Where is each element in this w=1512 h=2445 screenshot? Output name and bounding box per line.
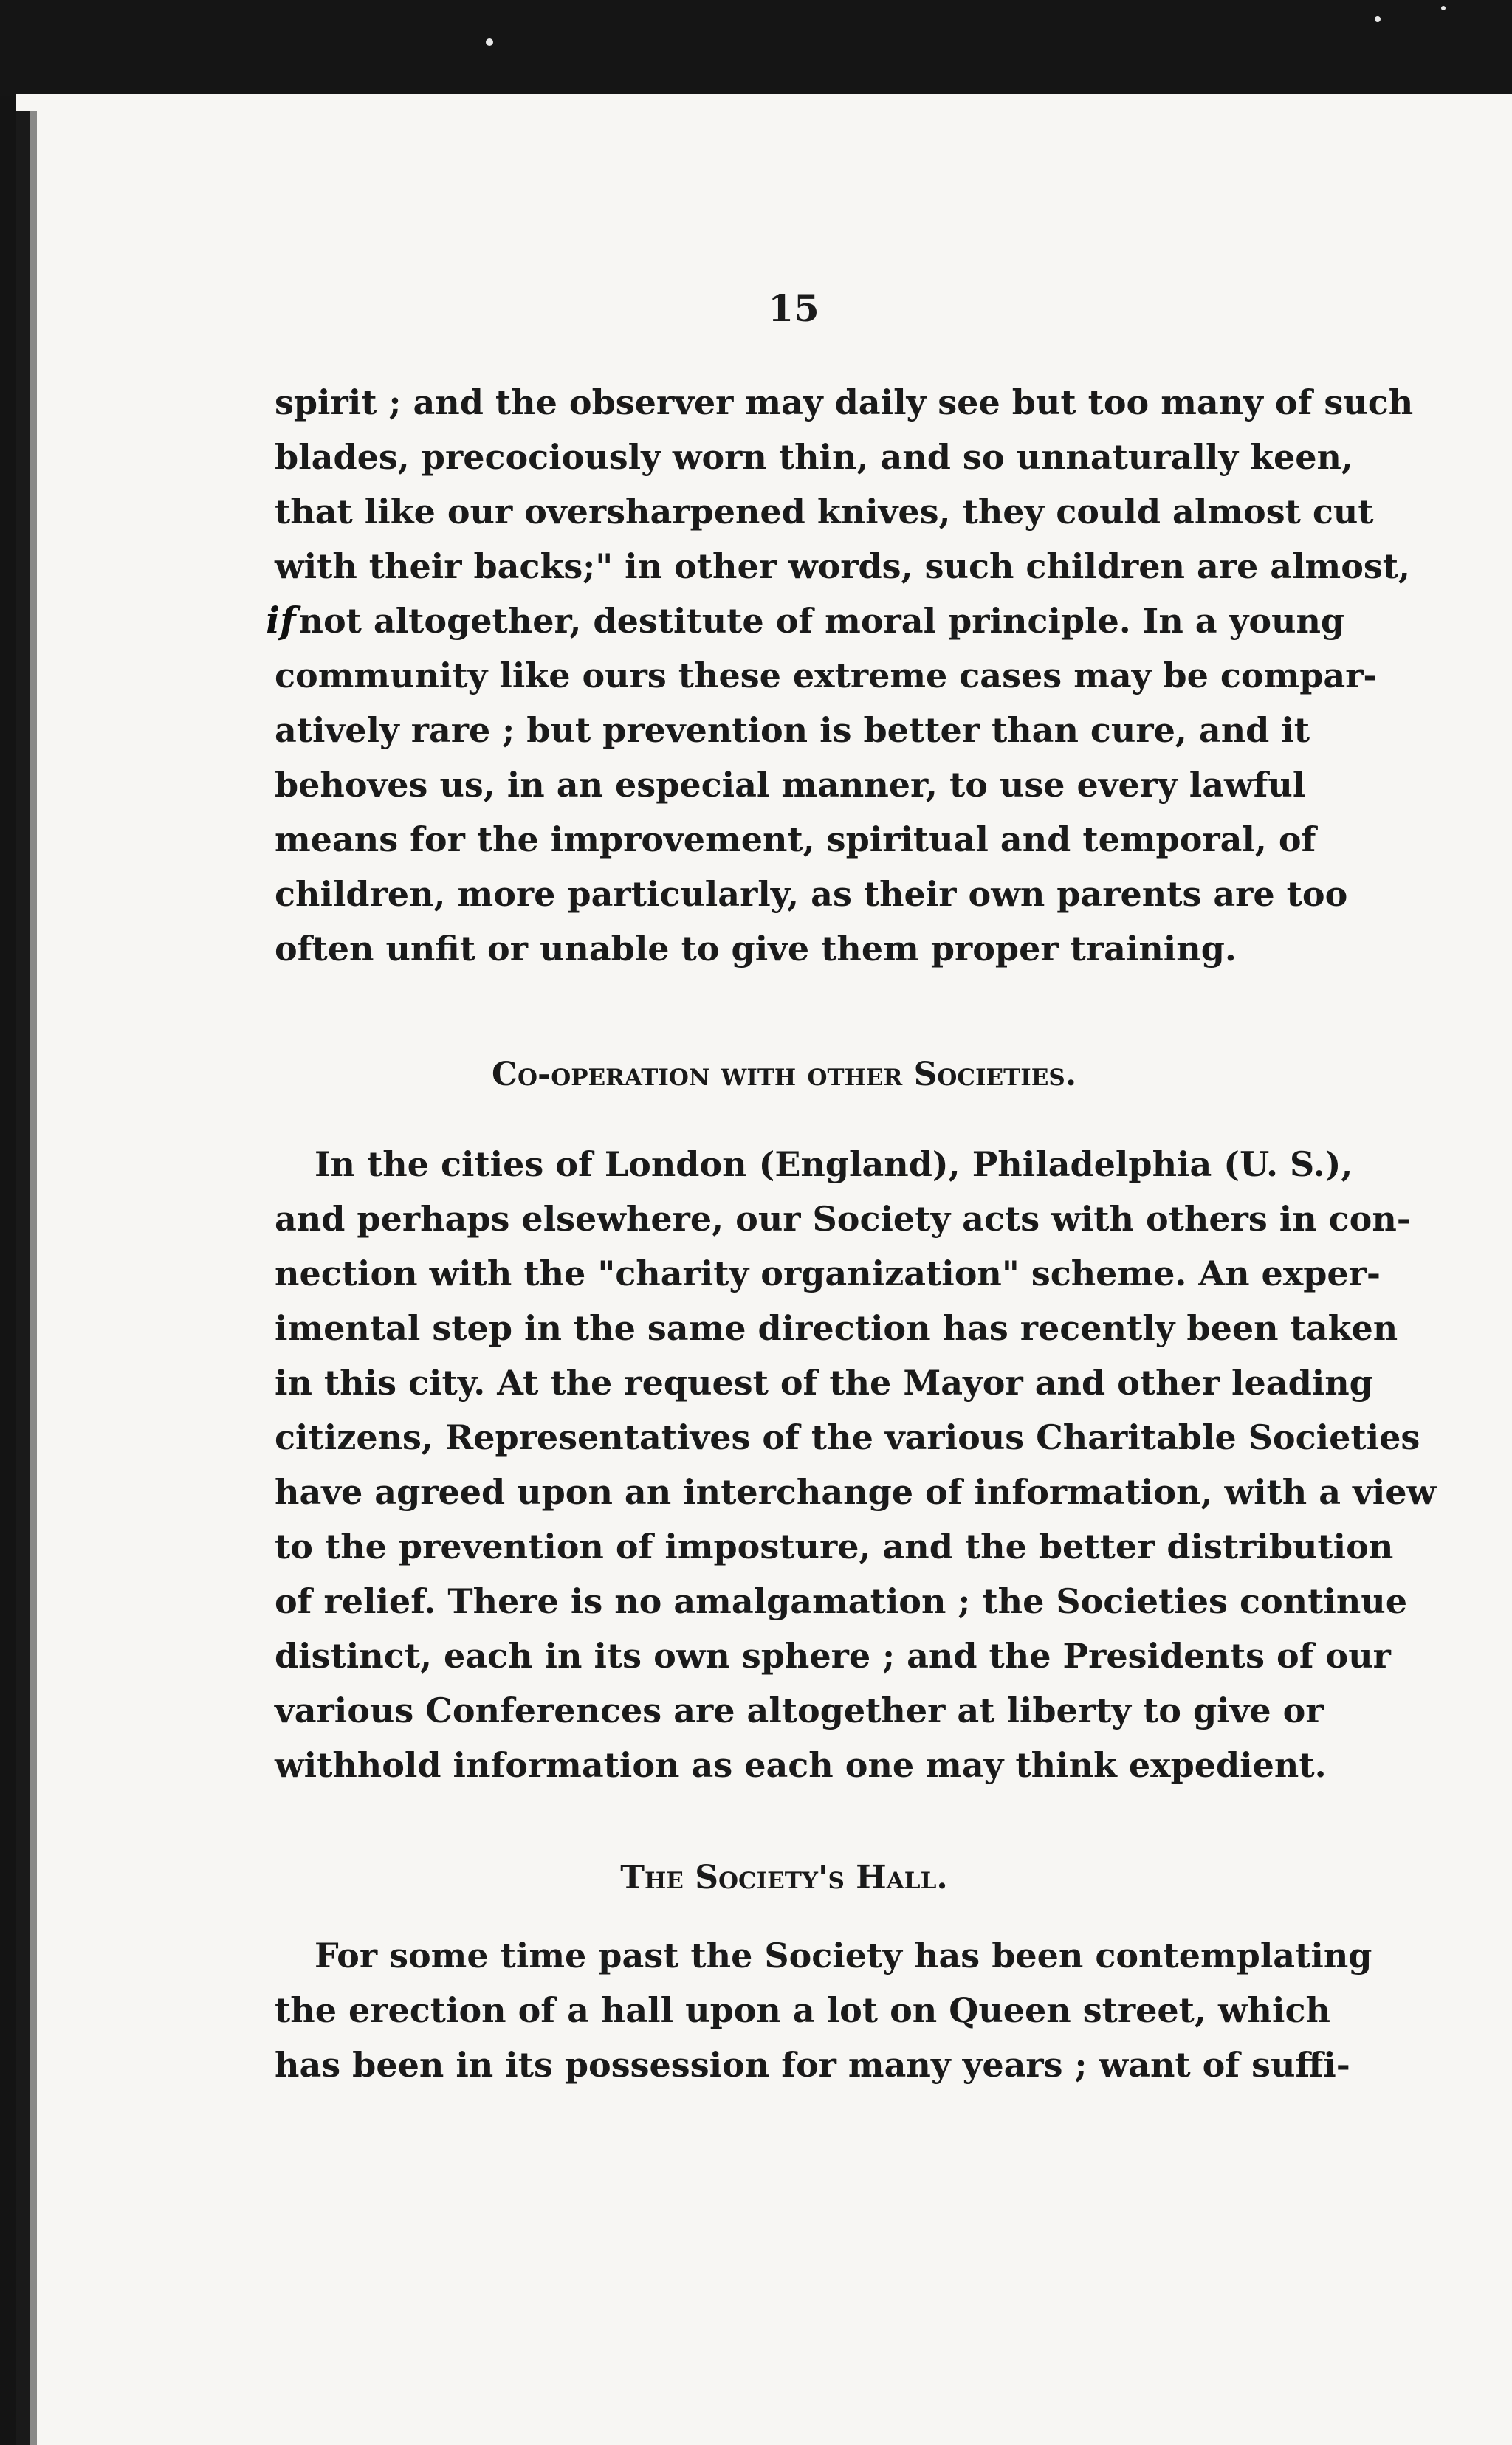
text-line: citizens, Representatives of the various Charitable Societies — [275, 1417, 1420, 1457]
text-line: not altogether, destitute of moral principle. In a young — [298, 601, 1345, 641]
binding-edge — [16, 111, 30, 2445]
text-line: blades, precociously worn thin, and so unnaturally keen, — [275, 437, 1353, 477]
paragraph-continuation — [266, 375, 1414, 976]
binding-edge-shadow — [30, 111, 37, 2445]
text-line: atively rare ; but prevention is better than cure, and it — [275, 710, 1310, 750]
text-line: children, more particularly, as their own parents are too — [275, 874, 1348, 914]
text-line: in this city. At the request of the Mayor and other leading — [275, 1363, 1373, 1403]
text-line: nection with the "charity organization" scheme. An exper- — [275, 1254, 1381, 1293]
text-line: various Conferences are altogether at liberty to give or — [275, 1691, 1324, 1730]
text-line: that like our oversharpened knives, they could almost cut — [275, 492, 1374, 532]
text-line: For some time past the Society has been contemplating — [315, 1936, 1372, 1975]
section-heading: Co-operation with other Societies. — [491, 1056, 1077, 1093]
text-line: have agreed upon an interchange of information, with a view — [275, 1472, 1437, 1512]
text-line: with their backs;" in other words, such children are almost, — [275, 546, 1411, 586]
section-paragraph — [275, 1137, 1437, 1792]
page-number: 15 — [768, 286, 819, 330]
text-line: spirit ; and the observer may daily see but too many of such — [275, 382, 1414, 422]
text-line: behoves us, in an especial manner, to use every lawful — [275, 765, 1306, 805]
text-line: and perhaps elsewhere, our Society acts with others in con- — [275, 1199, 1411, 1239]
text-line: the erection of a hall upon a lot on Queen street, which — [275, 1990, 1330, 2030]
handwritten-insert: if — [266, 599, 296, 642]
scan-border-top — [0, 0, 1512, 96]
scan-speck — [1441, 6, 1446, 10]
text-line: withhold information as each one may think expedient. — [275, 1745, 1327, 1785]
text-line: means for the improvement, spiritual and temporal, of — [275, 819, 1316, 859]
text-line: to the prevention of imposture, and the better distribution — [275, 1527, 1394, 1567]
text-line: community like ours these extreme cases may be compar- — [275, 656, 1378, 695]
section-heading: The Society's Hall. — [620, 1859, 948, 1896]
text-line: of relief. There is no amalgamation ; the Societies continue — [275, 1581, 1407, 1621]
scan-speck — [1375, 16, 1381, 22]
text-line: In the cities of London (England), Philadelphia (U. S.), — [315, 1144, 1353, 1184]
section-paragraph — [275, 1928, 1372, 2092]
text-line-with-insert — [266, 594, 1345, 648]
text-line: has been in its possession for many years ; want of suffi- — [275, 2045, 1350, 2085]
text-line: distinct, each in its own sphere ; and the Presidents of our — [275, 1636, 1391, 1676]
scan-speck — [486, 38, 493, 46]
text-line: often unfit or unable to give them proper training. — [275, 929, 1237, 969]
text-line: imental step in the same direction has recently been taken — [275, 1308, 1398, 1348]
